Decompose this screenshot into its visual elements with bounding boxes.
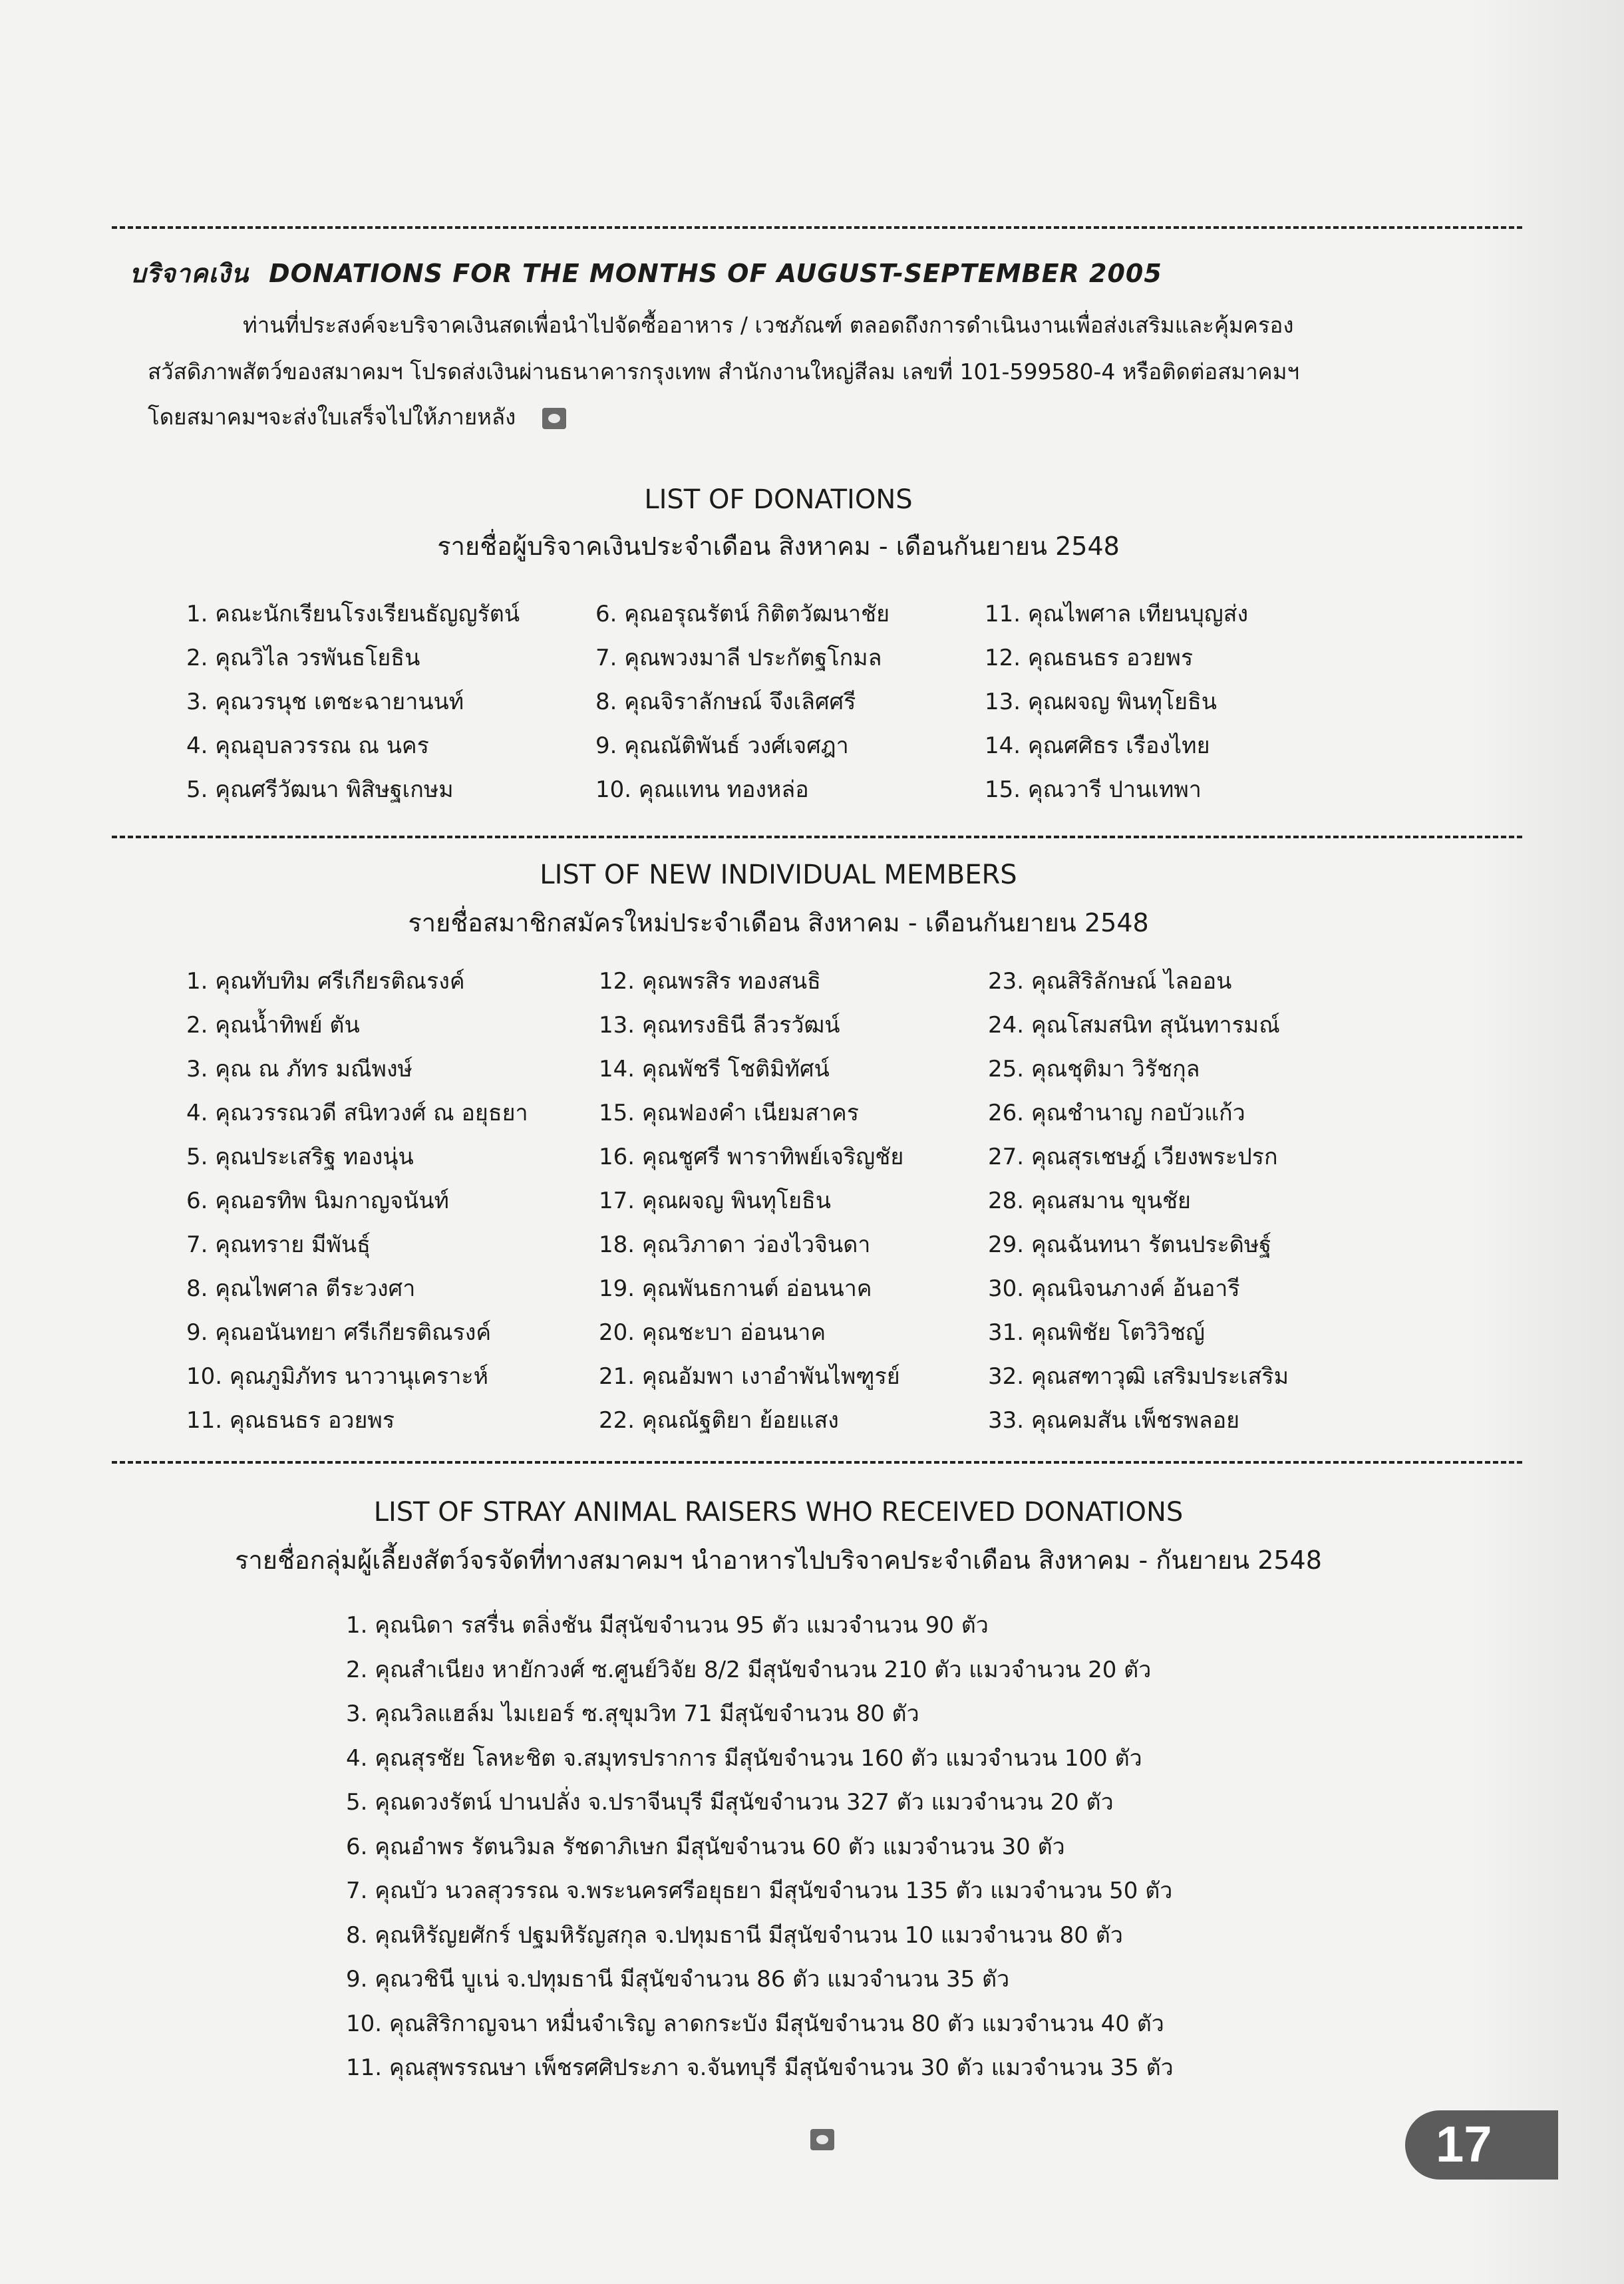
list-item: 12. คุณธนธร อวยพร bbox=[985, 645, 1194, 671]
members-title-en: LIST OF NEW INDIVIDUAL MEMBERS bbox=[540, 860, 1017, 890]
list-item: 14. คุณพัชรี โชติมิทัศน์ bbox=[599, 1056, 830, 1082]
section-heading bbox=[130, 253, 1162, 293]
list-item: 1. คุณทับทิม ศรีเกียรติณรงค์ bbox=[186, 968, 465, 995]
list-item: 7. คุณพวงมาลี ประกัตฐโกมล bbox=[595, 645, 882, 671]
list-item: 17. คุณผจญ พินทุโยธิน bbox=[599, 1188, 832, 1214]
list-item: 16. คุณชูศรี พาราทิพย์เจริญชัย bbox=[599, 1144, 904, 1170]
donations-list-col-3 bbox=[985, 592, 1248, 812]
list-item: 1. คณะนักเรียนโรงเรียนธัญญรัตน์ bbox=[186, 601, 520, 627]
list-item: 4. คุณวรรณวดี สนิทวงศ์ ณ อยุธยา bbox=[186, 1100, 528, 1126]
list-item: 8. คุณไพศาล ตีระวงศา bbox=[186, 1275, 416, 1302]
list-item: 5. คุณศรีวัฒนา พิสิษฐเกษม bbox=[186, 776, 454, 803]
intro-line-3-text: โดยสมาคมฯจะส่งใบเสร็จไปให้ภายหลัง bbox=[148, 404, 516, 430]
list-item: 4. คุณสุรชัย โลหะชิต จ.สมุทรปราการ มีสุนัขจำนวน 160 ตัว แมวจำนวน 100 ตัว bbox=[346, 1744, 1142, 1772]
list-item: 22. คุณณัฐติยา ย้อยแสง bbox=[599, 1407, 839, 1434]
donations-list-col-2 bbox=[595, 592, 890, 812]
list-item: 30. คุณนิจนภางค์ อ้นอารี bbox=[988, 1275, 1240, 1302]
list-item: 5. คุณดวงรัตน์ ปานปลั่ง จ.ปราจีนบุรี มีสุนัขจำนวน 327 ตัว แมวจำนวน 20 ตัว bbox=[346, 1789, 1114, 1816]
list-item: 6. คุณอำพร รัตนวิมล รัชดาภิเษก มีสุนัขจำนวน 60 ตัว แมวจำนวน 30 ตัว bbox=[346, 1833, 1065, 1860]
list-item: 8. คุณจิราลักษณ์ จึงเลิศศรี bbox=[595, 689, 856, 715]
list-item: 9. คุณอนันทยา ศรีเกียรติณรงค์ bbox=[186, 1319, 492, 1346]
list-item: 11. คุณธนธร อวยพร bbox=[186, 1407, 395, 1434]
page-number-badge: 17 bbox=[1405, 2110, 1558, 2180]
list-item: 1. คุณนิดา รสรื่น ตลิ่งชัน มีสุนัขจำนวน 95 ตัว แมวจำนวน 90 ตัว bbox=[346, 1612, 989, 1639]
list-item: 26. คุณชำนาญ กอบัวแก้ว bbox=[988, 1100, 1245, 1126]
list-item: 7. คุณบัว นวลสุวรรณ จ.พระนครศรีอยุธยา มีสุนัขจำนวน 135 ตัว แมวจำนวน 50 ตัว bbox=[346, 1877, 1173, 1904]
intro-line-3 bbox=[148, 399, 1412, 434]
dashed-divider bbox=[112, 1461, 1522, 1464]
list-item: 23. คุณสิริลักษณ์ ไลออน bbox=[988, 968, 1232, 995]
intro-line-1: ท่านที่ประสงค์จะบริจาคเงินสดเพื่อนำไปจัดซื้ออาหาร / เวชภัณฑ์ ตลอดถึงการดำเนินงานเพื่อส่งเสริมและคุ้มครอง bbox=[243, 312, 1294, 338]
list-item: 33. คุณคมสัน เพ็ชรพลอย bbox=[988, 1407, 1240, 1434]
list-item: 28. คุณสมาน ขุนชัย bbox=[988, 1188, 1191, 1214]
heading-thai: บริจาคเงิน bbox=[130, 259, 249, 288]
list-item: 14. คุณศศิธร เรืองไทย bbox=[985, 733, 1210, 759]
list-item: 8. คุณหิรัญยศักร์ ปฐมหิรัญสกุล จ.ปทุมธานี มีสุนัขจำนวน 10 แมวจำนวน 80 ตัว bbox=[346, 1921, 1123, 1949]
heading-english: DONATIONS FOR THE MONTHS OF AUGUST-SEPTEMBER 2005 bbox=[269, 259, 1162, 288]
stray-raisers-list bbox=[346, 1603, 1174, 2090]
list-item: 2. คุณสำเนียง หายักวงศ์ ซ.ศูนย์วิจัย 8/2 มีสุนัขจำนวน 210 ตัว แมวจำนวน 20 ตัว bbox=[346, 1656, 1152, 1683]
list-item: 27. คุณสุรเชษฎ์ เวียงพระปรก bbox=[988, 1144, 1278, 1170]
list-item: 9. คุณณัติพันธ์ วงศ์เจศฎา bbox=[595, 733, 849, 759]
list-item: 25. คุณชุติมา วิรัชกุล bbox=[988, 1056, 1200, 1082]
list-item: 13. คุณผจญ พินทุโยธิน bbox=[985, 689, 1218, 715]
list-item: 2. คุณวิไล วรพันธโยธิน bbox=[186, 645, 420, 671]
paw-logo-icon bbox=[810, 2129, 834, 2150]
members-list-col-1 bbox=[186, 959, 528, 1442]
members-list-col-3 bbox=[988, 959, 1289, 1442]
list-item: 32. คุณสฑาวุฒิ เสริมประเสริม bbox=[988, 1363, 1289, 1390]
list-item: 21. คุณอัมพา เงาอำพันไพฑูรย์ bbox=[599, 1363, 900, 1390]
list-item: 18. คุณวิภาดา ว่องไวจินดา bbox=[599, 1231, 871, 1258]
donations-title-th: รายชื่อผู้บริจาคเงินประจำเดือน สิงหาคม - เดือนกันยายน 2548 bbox=[437, 532, 1120, 561]
members-list-col-2 bbox=[599, 959, 903, 1442]
list-item: 5. คุณประเสริฐ ทองนุ่น bbox=[186, 1144, 414, 1170]
members-title-th: รายชื่อสมาชิกสมัครใหม่ประจำเดือน สิงหาคม - เดือนกันยายน 2548 bbox=[408, 908, 1149, 937]
list-item: 29. คุณฉันทนา รัตนประดิษฐ์ bbox=[988, 1231, 1272, 1258]
donations-title-en: LIST OF DONATIONS bbox=[644, 484, 913, 515]
stray-title-en: LIST OF STRAY ANIMAL RAISERS WHO RECEIVED DONATIONS bbox=[373, 1497, 1184, 1528]
list-item: 3. คุณวรนุช เตชะฉายานนท์ bbox=[186, 689, 464, 715]
list-item: 15. คุณฟองคำ เนียมสาคร bbox=[599, 1100, 859, 1126]
list-item: 15. คุณวารี ปานเทพา bbox=[985, 776, 1202, 803]
stray-title-th: รายชื่อกลุ่มผู้เลี้ยงสัตว์จรจัดที่ทางสมาคมฯ นำอาหารไปบริจาคประจำเดือน สิงหาคม - กันยายน 2548 bbox=[235, 1546, 1322, 1575]
list-item: 10. คุณภูมิภัทร นาวานุเคราะห์ bbox=[186, 1363, 489, 1390]
list-item: 13. คุณทรงธินี ลีวรวัฒน์ bbox=[599, 1012, 840, 1039]
list-item: 9. คุณวชินี บูเน่ จ.ปทุมธานี มีสุนัขจำนวน 86 ตัว แมวจำนวน 35 ตัว bbox=[346, 1966, 1010, 1993]
list-item: 4. คุณอุบลวรรณ ณ นคร bbox=[186, 733, 429, 759]
list-item: 10. คุณแทน ทองหล่อ bbox=[595, 776, 809, 803]
list-item: 6. คุณอรุณรัตน์ กิติตวัฒนาชัย bbox=[595, 601, 890, 627]
dashed-divider bbox=[112, 226, 1522, 229]
list-item: 10. คุณสิริกาญจนา หมื่นจำเริญ ลาดกระบัง มีสุนัขจำนวน 80 ตัว แมวจำนวน 40 ตัว bbox=[346, 2010, 1164, 2037]
list-item: 6. คุณอรทิพ นิมกาญจนันท์ bbox=[186, 1188, 449, 1214]
list-item: 19. คุณพันธกานต์ อ่อนนาค bbox=[599, 1275, 872, 1302]
list-item: 31. คุณพิชัย โตวิวิชญ์ bbox=[988, 1319, 1205, 1346]
list-item: 7. คุณทราย มีพันธุ์ bbox=[186, 1231, 371, 1258]
list-item: 2. คุณน้ำทิพย์ ตัน bbox=[186, 1012, 360, 1039]
paw-logo-icon bbox=[542, 408, 566, 429]
list-item: 20. คุณชะบา อ่อนนาค bbox=[599, 1319, 826, 1346]
donations-list-col-1 bbox=[186, 592, 520, 812]
dashed-divider bbox=[112, 836, 1522, 838]
list-item: 12. คุณพรสิร ทองสนธิ bbox=[599, 968, 821, 995]
list-item: 11. คุณสุพรรณษา เพ็ชรศศิประภา จ.จันทบุรี มีสุนัขจำนวน 30 ตัว แมวจำนวน 35 ตัว bbox=[346, 2054, 1174, 2081]
list-item: 11. คุณไพศาล เทียนบุญส่ง bbox=[985, 601, 1249, 627]
intro-line-2: สวัสดิภาพสัตว์ของสมาคมฯ โปรดส่งเงินผ่านธนาคารกรุงเทพ สำนักงานใหญ่สีลม เลขที่ 101-599580-4 หรือติดต่อสมาคมฯ bbox=[148, 359, 1300, 385]
list-item: 3. คุณวิลแฮล์ม ไมเยอร์ ซ.สุขุมวิท 71 มีสุนัขจำนวน 80 ตัว bbox=[346, 1701, 919, 1727]
list-item: 24. คุณโสมสนิท สุนันทารมณ์ bbox=[988, 1012, 1280, 1039]
list-item: 3. คุณ ณ ภัทร มณีพงษ์ bbox=[186, 1056, 412, 1082]
